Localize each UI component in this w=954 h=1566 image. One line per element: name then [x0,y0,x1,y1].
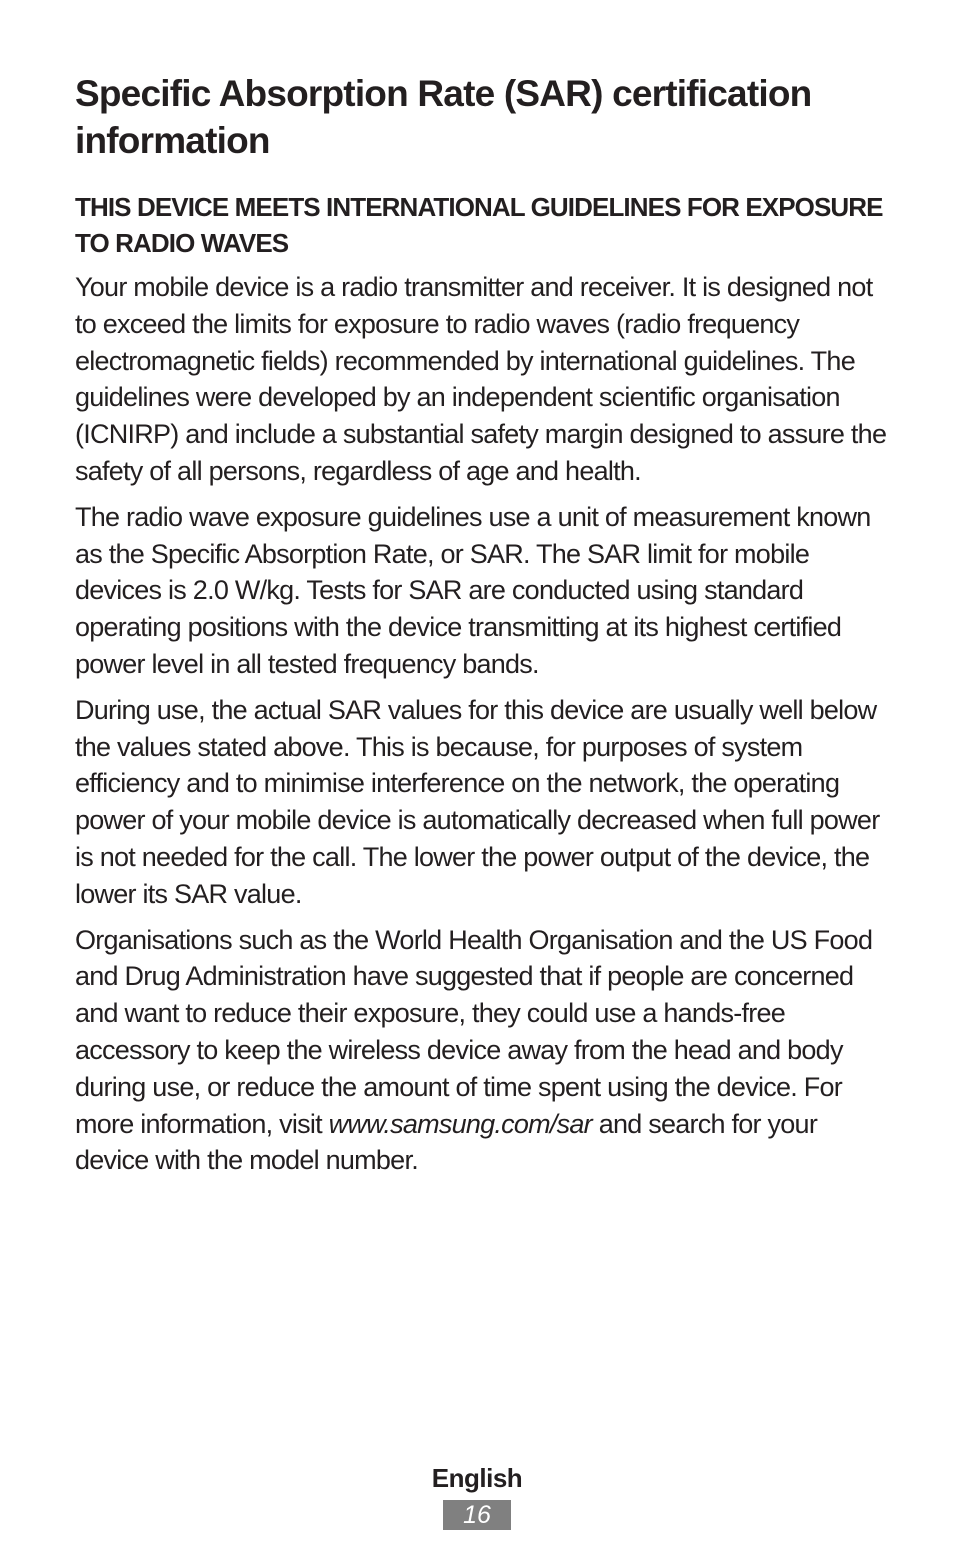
document-page [75,70,890,1188]
section-subheading: THIS DEVICE MEETS INTERNATIONAL GUIDELINES FOR EXPOSURE TO RADIO WAVES [75,192,883,258]
page-footer [0,1462,954,1530]
page-number-badge: 16 [443,1500,511,1530]
footer-language: English [431,1463,523,1493]
paragraph-actual-sar: During use, the actual SAR values for this device are usually well below the values stated above. This is because, for purposes of system efficiency and to minimise interference on the network, the operating power of your mobile device is automatically decreased when full power is not needed for the call. The lower the power output of the device, the lower its SAR value. [75,694,880,909]
paragraph-organisations-tail: and search for your device with the model number. [75,1108,818,1176]
paragraph-organisations-text: Organisations such as the World Health Organisation and the US Food and Drug Administration have suggested that if people are concerned and want to reduce their exposure, they could use a hands-free accessory to keep the wireless device away from the head and body during use, or reduce the amount of time spent using the device. For more information, visit [75,924,873,1139]
samsung-sar-link[interactable]: www.samsung.com/sar [328,1108,592,1139]
page-title: Specific Absorption Rate (SAR) certification information [75,73,812,161]
paragraph-sar-limit: The radio wave exposure guidelines use a unit of measurement known as the Specific Absorption Rate, or SAR. The SAR limit for mobile devices is 2.0 W/kg. Tests for SAR are conducted using standard operating positions with the device transmitting at its highest certified power level in all tested frequency bands. [75,501,871,679]
paragraph-organisations [75,922,890,1180]
paragraph-radio-transmitter: Your mobile device is a radio transmitter and receiver. It is designed not to exceed the limits for exposure to radio waves (radio frequency electromagnetic fields) recommended by international guidelines. The guidelines were developed by an independent scientific organisation (ICNIRP) and include a substantial safety margin designed to assure the safety of all persons, regardless of age and health. [75,272,887,486]
